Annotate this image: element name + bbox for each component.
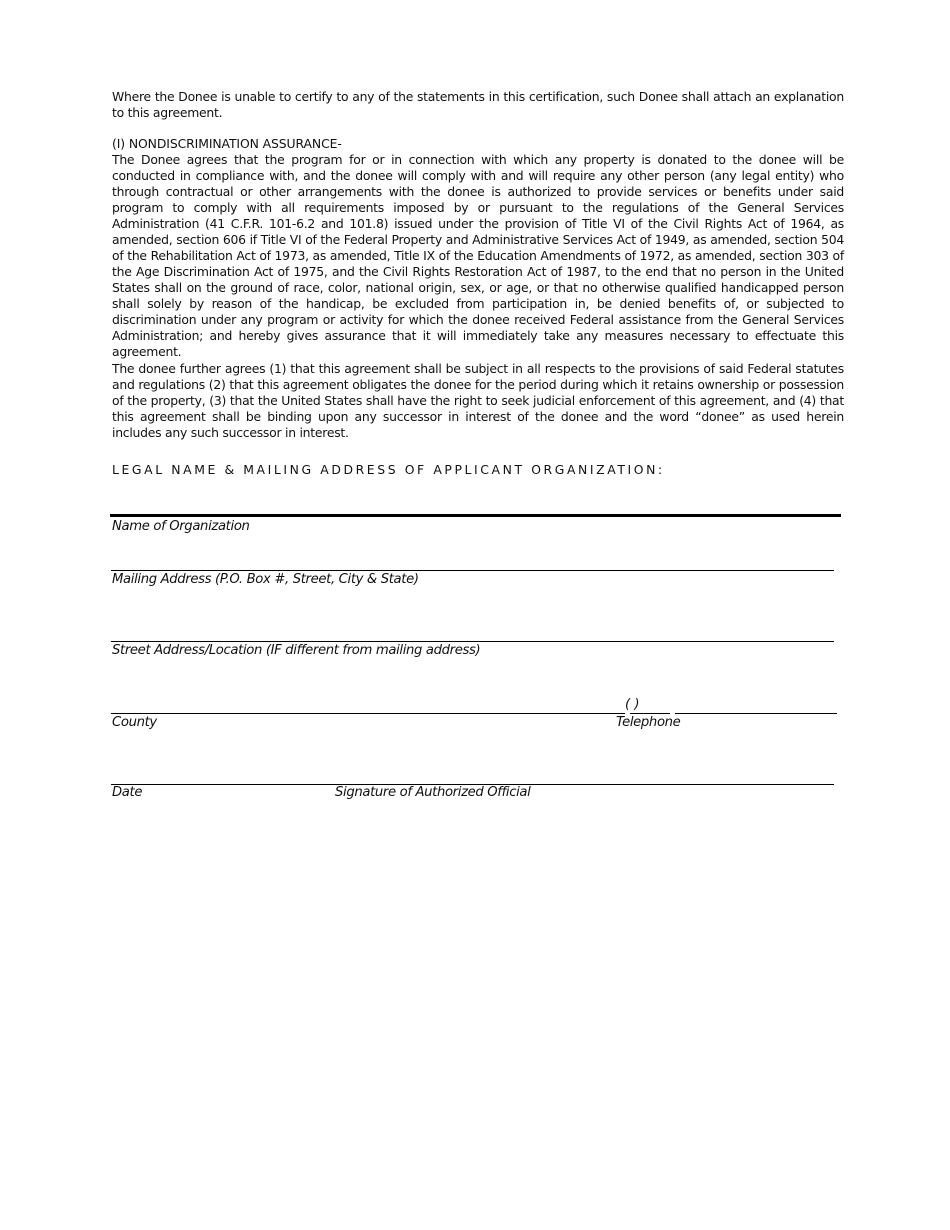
street-address-label: Street Address/Location (IF different from mailing address)	[112, 643, 481, 658]
telephone-number-line[interactable]	[675, 713, 837, 714]
county-label: County	[112, 715, 157, 730]
organization-name-line[interactable]	[110, 514, 841, 517]
telephone-label: Telephone	[616, 715, 681, 730]
organization-name-label: Name of Organization	[112, 519, 250, 534]
county-line[interactable]	[111, 713, 625, 714]
mailing-address-label: Mailing Address (P.O. Box #, Street, City & State)	[112, 572, 419, 587]
applicant-section-title: LEGAL NAME & MAILING ADDRESS OF APPLICANT ORGANIZATION:	[112, 462, 665, 477]
mailing-address-line[interactable]	[111, 570, 834, 571]
nondiscrimination-heading: (I) NONDISCRIMINATION ASSURANCE-	[112, 136, 342, 151]
street-address-line[interactable]	[111, 641, 834, 642]
date-label: Date	[112, 785, 143, 800]
telephone-area-code-mark: ( )	[625, 697, 640, 712]
signature-label: Signature of Authorized Official	[335, 785, 531, 800]
further-agreement-paragraph: The donee further agrees (1) that this agreement shall be subject in all respects to the provisions of said Federal statutes and regulations (2) that this agreement obligates the donee for the period during which it retains ownership or possession of the property, (3) that the United States shall have the right to seek judicial enforcement of this agreement, and (4) that this agreement shall be binding upon any successor in interest of the donee and the word “donee” as used herein includes any such successor in interest.	[112, 361, 844, 440]
nondiscrimination-body: The Donee agrees that the program for or in connection with which any property is donated to the donee will be conducted in compliance with, and the donee will comply with and will require any other person (any legal entity) who through contractual or other arrangements with the donee is authorized to provide services or benefits under said program to comply with all requirements imposed by or pursuant to the regulations of the General Services Administration (41 C.F.R. 101-6.2 and 101.8) issued under the provision of Title VI of the Civil Rights Act of 1964, as amended, section 606 if Title VI of the Federal Property and Administrative Services Act of 1949, as amended, section 504 of the Rehabilitation Act of 1973, as amended, Title IX of the Education Amendments of 1972, as amended, section 303 of the Age Discrimination Act of 1975, and the Civil Rights Restoration Act of 1987, to the end that no person in the United States shall on the ground of race, color, national origin, sex, or age, or that no otherwise qualified handicapped person shall solely by reason of the handicap, be excluded from participation in, be denied benefits of, or subjected to discrimination under any program or activity for which the donee received Federal assistance from the General Services Administration; and hereby gives assurance that it will immediately take any measures necessary to effectuate this agreement.	[112, 152, 844, 359]
telephone-area-code-line[interactable]	[630, 713, 670, 714]
intro-paragraph: Where the Donee is unable to certify to any of the statements in this certification, such Donee shall attach an explanation to this agreement.	[112, 89, 844, 120]
